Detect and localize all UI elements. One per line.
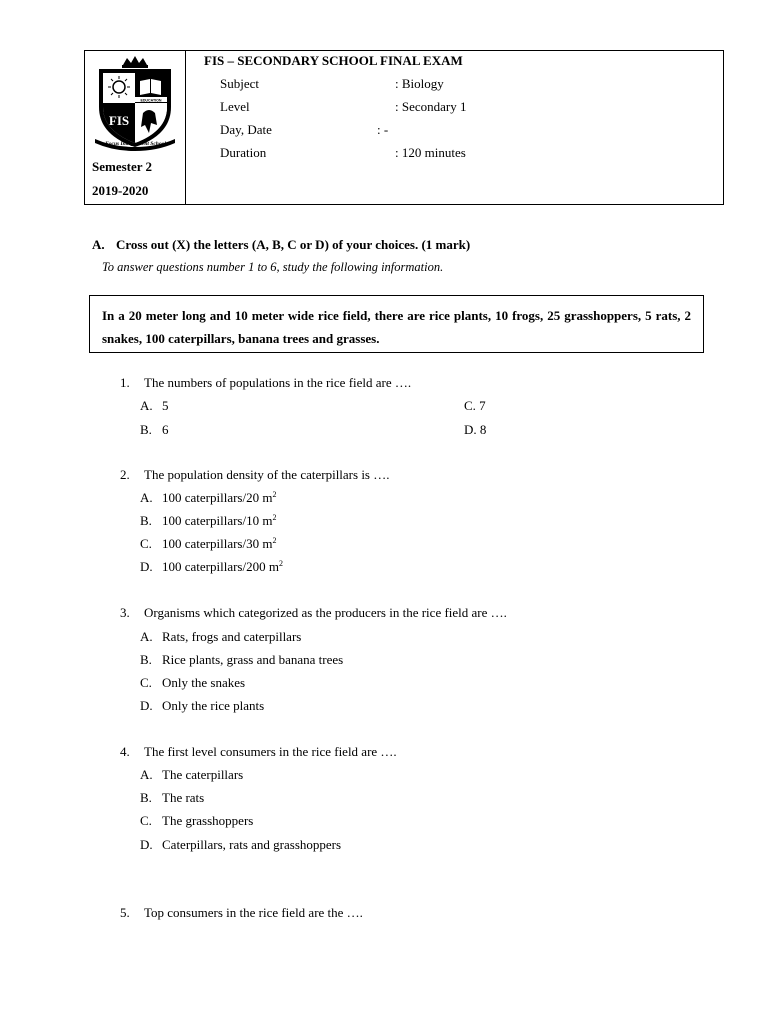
semester-label: Semester 2 [92,159,153,174]
q3-option-a[interactable]: A. Rats, frogs and caterpillars [140,629,302,644]
exam-header [84,50,724,205]
duration-label: Duration [220,145,267,160]
level-label: Level [220,99,250,114]
question-2: 2. The population density of the caterpillars is …. [120,467,390,482]
question-1: 1. The numbers of populations in the rice field are …. [120,375,412,390]
duration-value: : 120 minutes [395,145,466,160]
exam-title: FIS – SECONDARY SCHOOL FINAL EXAM [204,53,463,68]
q4-option-d[interactable]: D. Caterpillars, rats and grasshoppers [140,837,342,852]
section-title: Cross out (X) the letters (A, B, C or D) of your choices. (1 mark) [116,237,471,252]
date-label: Day, Date [220,122,272,137]
q1-option-b[interactable]: B. 6 [140,422,169,437]
q2-option-d[interactable]: D. 100 caterpillars/200 $m^2$ [140,559,283,574]
q1-option-a[interactable]: A. 5 [140,398,169,413]
school-panel [85,51,186,204]
q4-option-a[interactable]: A. The caterpillars [140,767,244,782]
q4-option-c[interactable]: C. The grasshoppers [140,813,254,828]
information-box: In a 20 meter long and 10 meter wide rice field, there are rice plants, 10 frogs, 25 grasshoppers, 5 rats, 2 snakes, 100 caterpillars, banana trees and grasses. [89,295,704,353]
question-4: 4. The first level consumers in the rice field are …. [120,744,397,759]
subject-label: Subject [220,76,259,91]
q3-option-b[interactable]: B. Rice plants, grass and banana trees [140,652,344,667]
academic-year: 2019-2020 [92,183,149,198]
q3-option-c[interactable]: C. Only the snakes [140,675,246,690]
q4-option-b[interactable]: B. The rats [140,790,205,805]
school-name-caption: Focus Independent School [105,141,166,147]
section-heading [92,237,470,253]
section-letter: A. [92,237,105,252]
section-instruction: To answer questions number 1 to 6, study the following information. [102,260,444,274]
q1-option-d[interactable]: D. 8 [464,422,487,437]
q3-option-d[interactable]: D. Only the rice plants [140,698,265,713]
svg-text:FIS: FIS [108,113,130,128]
level-value: : Secondary 1 [395,99,467,114]
subject-value: : Biology [395,76,444,91]
q2-option-a[interactable]: A. 100 caterpillars/20 $m^2$ [140,490,277,505]
school-crest-logo [93,55,177,153]
svg-text:EDUCATION: EDUCATION [140,98,162,103]
q2-option-b[interactable]: B. 100 caterpillars/10 $m^2$ [140,513,277,528]
date-value: : - [377,122,389,137]
question-3: 3. Organisms which categorized as the producers in the rice field are …. [120,605,507,620]
q1-option-c[interactable]: C. 7 [464,398,486,413]
question-5: 5. Top consumers in the rice field are the …. [120,905,363,920]
q2-option-c[interactable]: C. 100 caterpillars/30 $m^2$ [140,536,277,551]
